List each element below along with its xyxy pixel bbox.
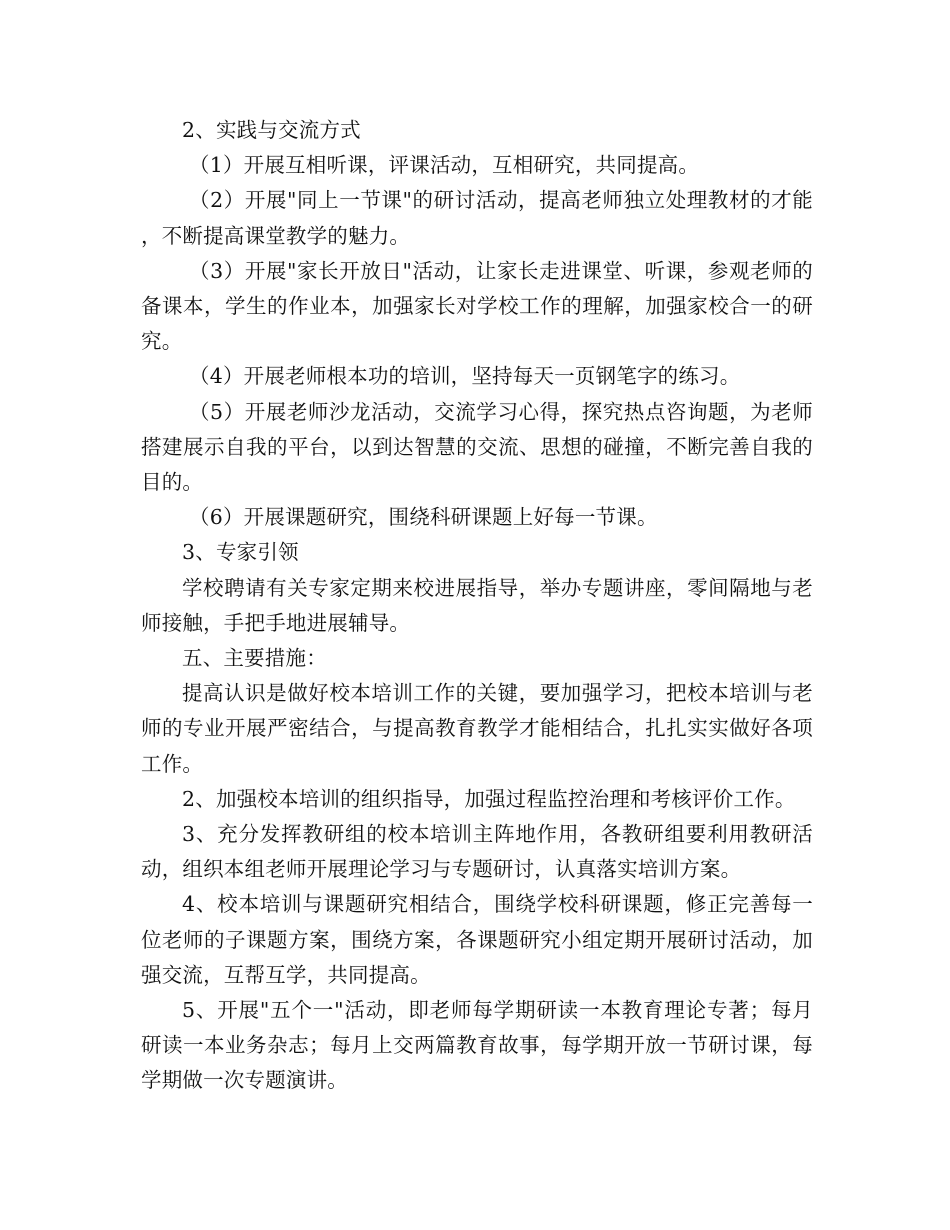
paragraph-measure-4: 4、校本培训与课题研究相结合，围绕学校科研课题，修正完善每一位老师的子课题方案，围绕方案，各课题研究小组定期开展研讨活动，加强交流，互帮互学，共同提高。 [141, 892, 813, 987]
paragraph-expert: 学校聘请有关专家定期来校进展指导，举办专题讲座，零间隔地与老师接触，手把手地进展辅导。 [141, 575, 813, 635]
section-heading-practice: 2、实践与交流方式 [182, 118, 361, 142]
list-item-same-lesson: （2）开展"同上一节课"的研讨活动，提高老师独立处理教材的才能，不断提高课堂教学的魅力。 [141, 188, 813, 248]
list-item-salon: （5）开展老师沙龙活动，交流学习心得，探究热点咨询题，为老师搭建展示自我的平台，以到达智慧的交流、思想的碰撞，不断完善自我的目的。 [141, 399, 813, 495]
list-item-research: （6）开展课题研究，围绕科研课题上好每一节课。 [189, 505, 658, 530]
section-heading-measures: 五、主要措施： [182, 646, 327, 671]
list-item-parent-open-day: （3）开展"家长开放日"活动，让家长走进课堂、听课，参观老师的备课本，学生的作业本，加强家长对学校工作的理解，加强家校合一的研究。 [141, 258, 813, 354]
section-heading-expert: 3、专家引领 [182, 540, 299, 565]
paragraph-measure-3: 3、充分发挥教研组的校本培训主阵地作用，各教研组要利用教研活动，组织本组老师开展理论学习与专题研讨，认真落实培训方案。 [141, 822, 813, 882]
paragraph-measure-5: 5、开展"五个一"活动，即老师每学期研读一本教育理论专著；每月研读一本业务杂志；每月上交两篇教育故事，每学期开放一节研讨课，每学期做一次专题演讲。 [141, 998, 813, 1093]
paragraph-measure-2: 2、加强校本培训的组织指导，加强过程监控治理和考核评价工作。 [182, 786, 796, 811]
list-item-peer-lessons: （1）开展互相听课，评课活动，互相研究，共同提高。 [189, 153, 700, 178]
document-body [141, 113, 813, 1099]
paragraph-measure-1: 提高认识是做好校本培训工作的关键，要加强学习，把校本培训与老师的专业开展严密结合，与提高教育教学才能相结合，扎扎实实做好各项工作。 [141, 681, 813, 776]
list-item-basic-skills: （4）开展老师根本功的培训，坚持每天一页钢笔字的练习。 [189, 364, 741, 389]
